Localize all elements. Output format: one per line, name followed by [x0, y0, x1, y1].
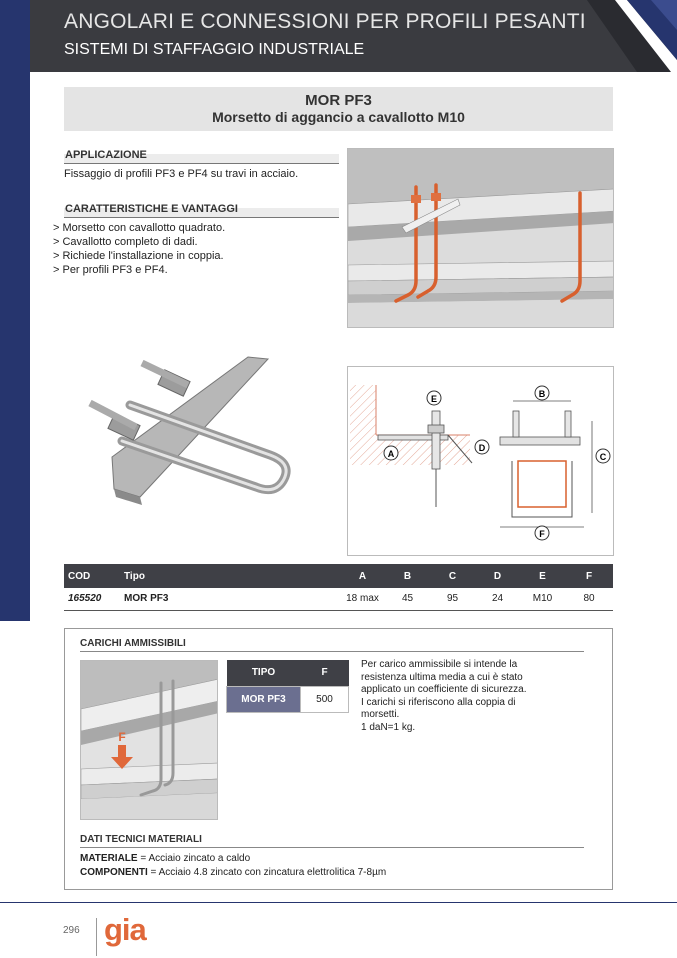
spec-table-header	[64, 564, 613, 588]
cell-f: 500	[301, 686, 349, 712]
col-c: C	[430, 564, 475, 588]
cell-tipo: MOR PF3	[227, 686, 301, 712]
cell-e: M10	[520, 588, 565, 610]
loads-note	[361, 659, 531, 734]
left-accent-bar	[0, 72, 30, 621]
features-heading: CARATTERISTICHE E VANTAGGI	[64, 202, 339, 218]
col-a: A	[340, 564, 385, 588]
feature-item: > Morsetto con cavallotto quadrato.	[53, 222, 226, 234]
cell-cod: 165520	[64, 588, 120, 610]
cell-a: 18 max	[340, 588, 385, 610]
application-heading: APPLICAZIONE	[64, 148, 339, 164]
components-line	[80, 866, 386, 880]
cell-tipo: MOR PF3	[120, 588, 340, 610]
page-header	[0, 0, 677, 72]
note-line: applicato un coefficiente di sicurezza.	[361, 684, 527, 695]
material-value: = Acciaio zincato a caldo	[137, 853, 251, 864]
cell-c: 95	[430, 588, 475, 610]
col-cod: COD	[64, 564, 120, 588]
label-b: B	[538, 389, 546, 399]
features-list	[53, 221, 225, 277]
feature-item: > Cavallotto completo di dadi.	[53, 236, 198, 248]
footer-separator	[96, 918, 97, 956]
header-subtitle: SISTEMI DI STAFFAGGIO INDUSTRIALE	[64, 41, 365, 58]
table-row	[227, 686, 349, 712]
cell-d: 24	[475, 588, 520, 610]
note-line: morsetti.	[361, 709, 400, 720]
feature-item: > Richiede l'installazione in coppia.	[53, 250, 224, 262]
technical-drawing	[347, 366, 614, 556]
note-line: Per carico ammissibile si intende la	[361, 659, 518, 670]
application-text: Fissaggio di profili PF3 e PF4 su travi in acciaio.	[64, 168, 299, 180]
product-photo	[70, 345, 332, 510]
product-description: Morsetto di aggancio a cavallotto M10	[212, 109, 465, 125]
header-title: ANGOLARI E CONNESSIONI PER PROFILI PESANTI	[64, 10, 586, 33]
col-tipo: TIPO	[227, 660, 301, 686]
load-table	[226, 660, 349, 713]
col-tipo: Tipo	[120, 564, 340, 588]
header-decoration	[567, 0, 677, 72]
spec-table	[64, 564, 613, 611]
label-a: A	[387, 449, 395, 459]
cell-b: 45	[385, 588, 430, 610]
note-line: resistenza ultima media a cui è stato	[361, 671, 523, 683]
page-number: 296	[63, 925, 80, 936]
footer-divider	[0, 902, 677, 903]
table-row	[64, 588, 613, 610]
note-line: 1 daN=1 kg.	[361, 721, 416, 733]
load-illustration	[80, 660, 218, 820]
label-c: C	[599, 452, 607, 462]
col-d: D	[475, 564, 520, 588]
installation-illustration	[347, 148, 614, 328]
note-line: I carichi si riferiscono alla coppia di	[361, 696, 516, 708]
materials-heading: DATI TECNICI MATERIALI	[80, 833, 584, 848]
feature-item: > Per profili PF3 e PF4.	[53, 264, 168, 276]
product-code-name: MOR PF3	[305, 92, 372, 109]
components-value: = Acciaio 4.8 zincato con zincatura elettrolitica 7-8µm	[147, 867, 387, 878]
label-e: E	[430, 394, 438, 404]
force-label: F	[118, 730, 126, 744]
col-e: E	[520, 564, 565, 588]
col-f: F	[301, 660, 349, 686]
load-table-header	[227, 660, 349, 686]
label-f: F	[539, 529, 545, 539]
components-label: COMPONENTI	[80, 867, 148, 878]
material-label: MATERIALE	[80, 853, 138, 864]
col-b: B	[385, 564, 430, 588]
col-f: F	[565, 564, 613, 588]
brand-logo: gia	[104, 912, 146, 947]
product-title-box	[64, 87, 613, 131]
header-sidebar	[0, 0, 30, 72]
label-d: D	[478, 443, 486, 453]
materials-line	[80, 852, 250, 866]
cell-f: 80	[565, 588, 613, 610]
loads-heading: CARICHI AMMISSIBILI	[80, 637, 584, 652]
